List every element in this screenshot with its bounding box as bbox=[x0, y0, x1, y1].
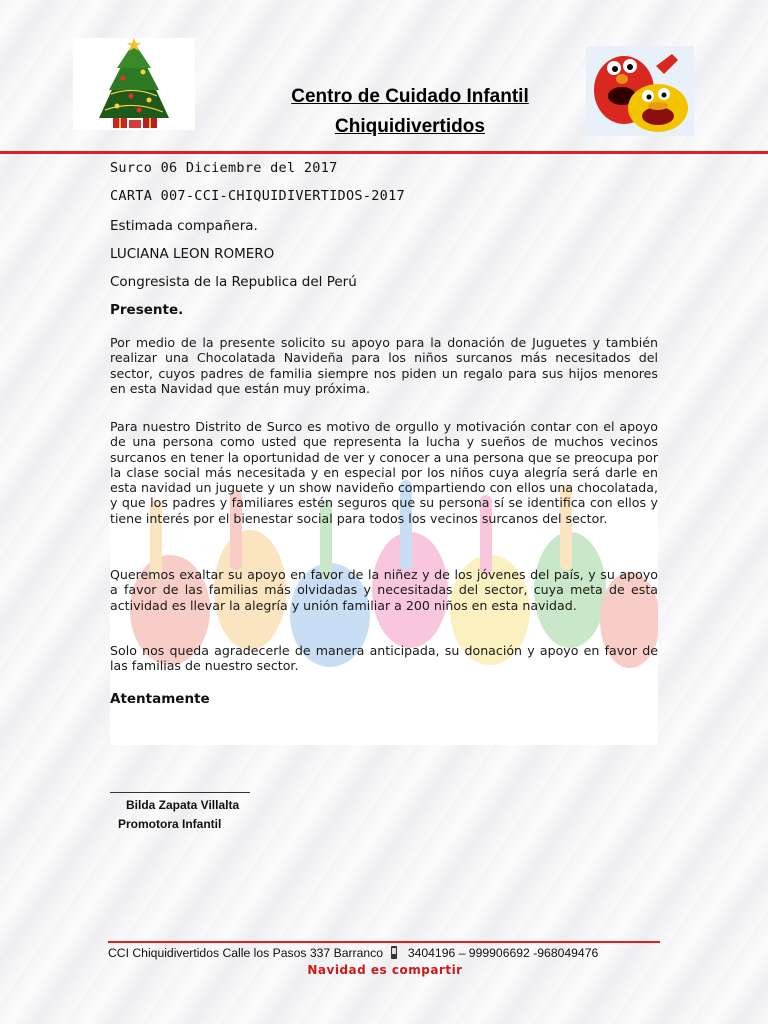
footer-address: CCI Chiquidivertidos Calle los Pasos 337 Barranco bbox=[108, 946, 384, 960]
recipient-name: LUCIANA LEON ROMERO bbox=[110, 246, 275, 262]
letter-date: Surco 06 Diciembre del 2017 bbox=[110, 160, 338, 176]
footer-contact bbox=[108, 946, 668, 960]
body-paragraph-2: Para nuestro Distrito de Surco es motivo de orgullo y motivación contar con el apoyo de una persona como usted que representa la lucha y sueños de muchos vecinos surcanos en tener la oportunidad de ver y conocer a una persona que se preocupa por la clase social más necesitada y en especial por los niños cuya alegría será darle en esta navidad un juguete y un show navideño compartiendo con ellos una chocolatada, y que los padres y familiares estén seguros que su persona sí se identifica con ellos y tiene interés por el bienestar social para todos los vecinos surcanos del sector. bbox=[110, 419, 658, 526]
org-title-line1: Centro de Cuidado Infantil bbox=[291, 86, 529, 107]
mobile-phone-icon bbox=[390, 946, 398, 959]
footer-phones: 3404196 – 999906692 -968049476 bbox=[407, 946, 599, 960]
closing: Atentamente bbox=[110, 691, 210, 707]
signer-role: Promotora Infantil bbox=[118, 817, 222, 831]
greeting: Estimada compañera. bbox=[110, 218, 258, 234]
recipient-title: Congresista de la Republica del Perú bbox=[110, 274, 357, 290]
signer-name: Bilda Zapata Villalta bbox=[126, 798, 240, 812]
signature-line bbox=[110, 792, 250, 793]
christmas-tree-icon bbox=[73, 38, 195, 130]
body-paragraph-1: Por medio de la presente solicito su apoyo para la donación de Juguetes y también realizar una Chocolatada Navideña para los niños surcanos más necesitados del sector, cuyos padres de familia siempre nos piden un regalo para sus hijos menores en esta Navidad que están muy próxima. bbox=[110, 335, 658, 396]
letter-reference: CARTA 007-CCI-CHIQUIDIVERTIDOS-2017 bbox=[110, 188, 405, 204]
org-title-line2: Chiquidivertidos bbox=[335, 116, 485, 137]
christmas-tree-logo bbox=[73, 38, 195, 130]
body-paragraph-4: Solo nos queda agradecerle de manera anticipada, su donación y apoyo en favor de las familias de nuestro sector. bbox=[110, 643, 658, 674]
slogan: Navidad es compartir bbox=[307, 963, 463, 977]
body-paragraph-3: Queremos exaltar su apoyo en favor de la niñez y de los jóvenes del país, y su apoyo a favor de las familias más olvidadas y necesitadas del sector, cuya meta de esta actividad es llevar la alegría y unión familiar a 200 niños en esta navidad. bbox=[110, 567, 658, 613]
puppets-logo bbox=[586, 46, 694, 136]
presente-label: Presente. bbox=[110, 302, 184, 318]
elmo-puppet-icon bbox=[586, 46, 694, 136]
header-divider bbox=[0, 151, 768, 154]
footer-divider bbox=[108, 941, 660, 943]
